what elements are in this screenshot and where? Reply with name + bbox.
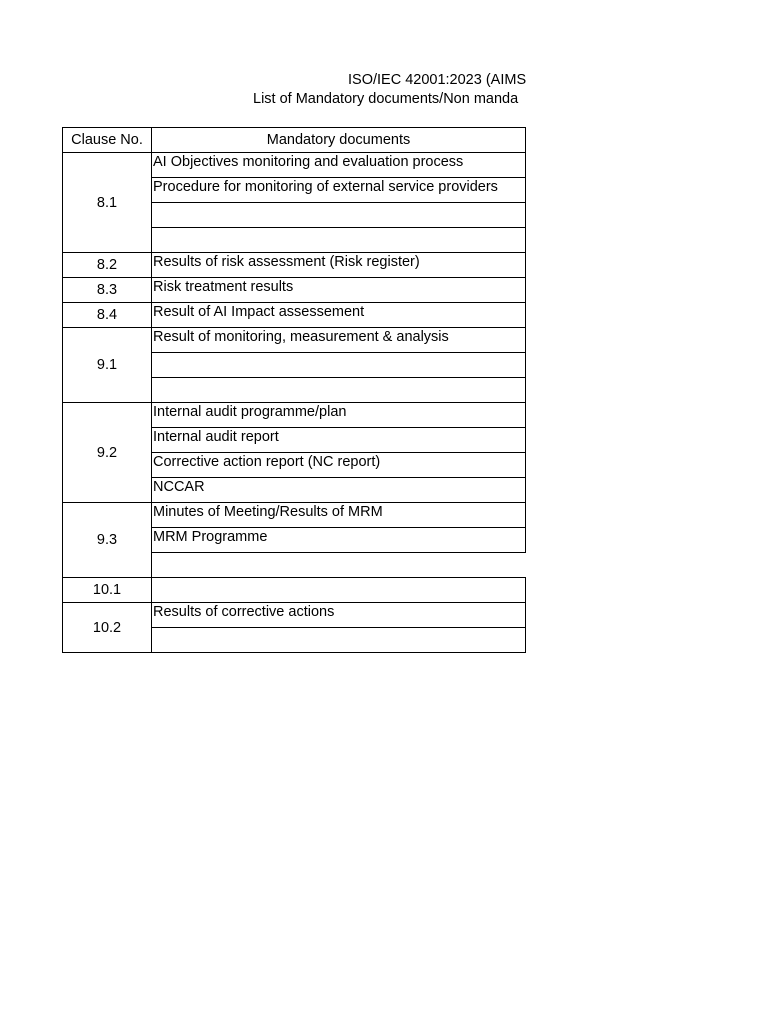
mandatory-documents-table xyxy=(62,127,526,653)
document-cell: Result of monitoring, measurement & analysis xyxy=(152,328,526,353)
document-cell: AI Objectives monitoring and evaluation process xyxy=(152,153,526,178)
clause-number-cell: 8.4 xyxy=(63,303,152,328)
document-cell xyxy=(152,228,526,253)
document-cell xyxy=(152,628,526,653)
table-row xyxy=(63,253,526,278)
table-body xyxy=(63,153,526,653)
table-header-row xyxy=(63,128,526,153)
document-cell: Results of risk assessment (Risk register) xyxy=(152,253,526,278)
clause-column-header: Clause No. xyxy=(63,128,152,153)
table-row xyxy=(63,153,526,178)
table-row xyxy=(63,603,526,628)
document-title: ISO/IEC 42001:2023 (AIMS xyxy=(348,72,527,88)
table-row xyxy=(63,328,526,353)
clause-number-cell: 9.2 xyxy=(63,403,152,503)
document-subtitle: List of Mandatory documents/Non manda xyxy=(253,91,519,107)
document-cell xyxy=(152,553,526,578)
document-cell: Results of corrective actions xyxy=(152,603,526,628)
table-row xyxy=(63,403,526,428)
clause-number-cell: 10.1 xyxy=(63,578,152,603)
document-cell xyxy=(152,578,526,603)
table-row xyxy=(63,278,526,303)
clause-number-cell: 8.3 xyxy=(63,278,152,303)
document-cell: Corrective action report (NC report) xyxy=(152,453,526,478)
document-cell: Risk treatment results xyxy=(152,278,526,303)
document-cell: Minutes of Meeting/Results of MRM xyxy=(152,503,526,528)
table-row xyxy=(63,578,526,603)
document-cell xyxy=(152,378,526,403)
clause-number-cell: 8.2 xyxy=(63,253,152,278)
document-cell: Internal audit report xyxy=(152,428,526,453)
table-row xyxy=(63,303,526,328)
document-cell xyxy=(152,353,526,378)
table-row xyxy=(63,503,526,528)
documents-column-header: Mandatory documents xyxy=(152,128,526,153)
clause-number-cell: 10.2 xyxy=(63,603,152,653)
document-cell: MRM Programme xyxy=(152,528,526,553)
clause-number-cell: 9.3 xyxy=(63,503,152,578)
document-cell xyxy=(152,203,526,228)
clause-number-cell: 8.1 xyxy=(63,153,152,253)
document-cell: Procedure for monitoring of external service providers xyxy=(152,178,526,203)
document-cell: NCCAR xyxy=(152,478,526,503)
document-cell: Result of AI Impact assessement xyxy=(152,303,526,328)
clause-number-cell: 9.1 xyxy=(63,328,152,403)
document-cell: Internal audit programme/plan xyxy=(152,403,526,428)
